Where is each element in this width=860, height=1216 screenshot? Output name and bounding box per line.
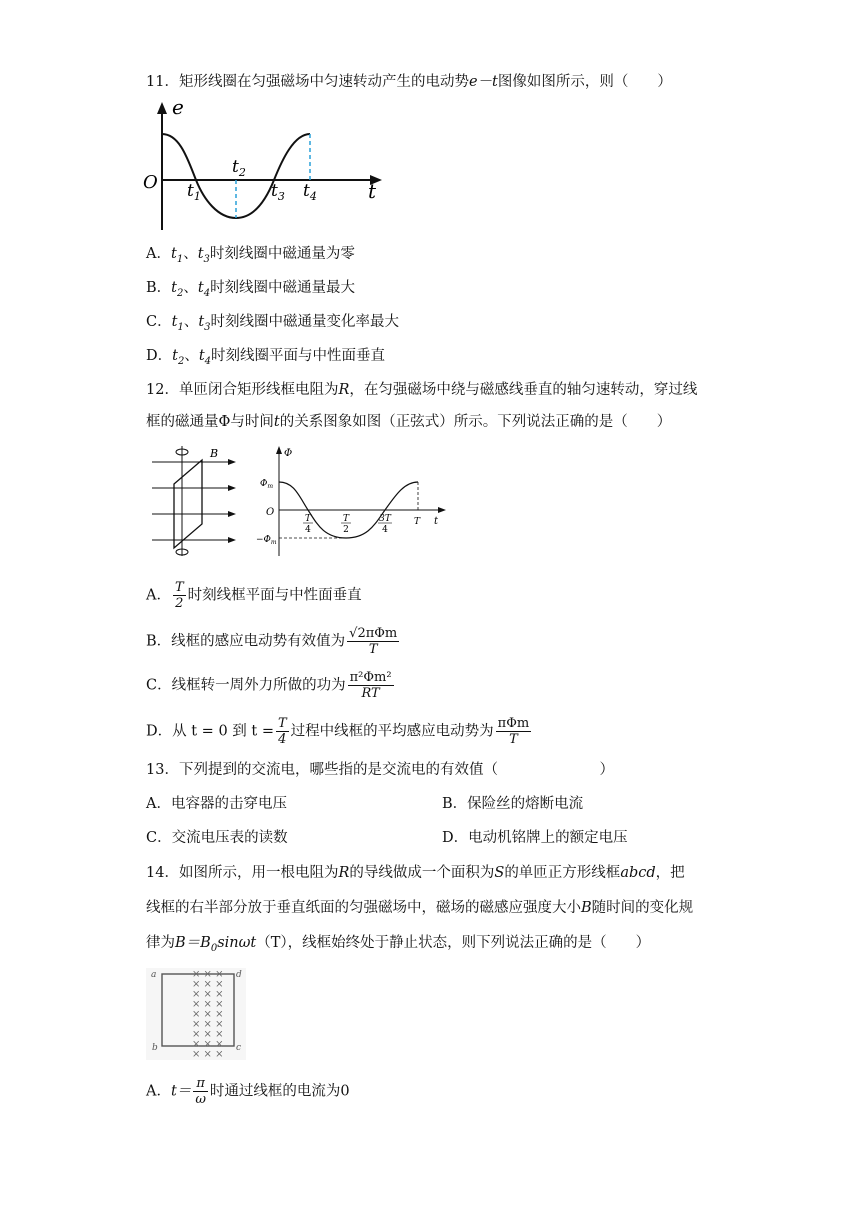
q13-option-c[interactable]: C．交流电压表的读数 xyxy=(146,830,288,846)
q12-tick-three-quarter xyxy=(378,514,392,535)
q12-origin-label: O xyxy=(266,507,275,518)
q14-corner-d: d xyxy=(236,970,242,980)
q12-axis-x-label: t xyxy=(434,516,439,527)
q14-field-crosses xyxy=(192,969,224,1060)
q11-axis-y-label: e xyxy=(172,100,184,119)
q13-stem: 13．下列提到的交流电，哪些指的是交流电的有效值（ ） xyxy=(146,762,614,778)
q12-phi-min-label: $-\Phi_m$ xyxy=(256,535,277,546)
q11-stem: 11．矩形线圈在匀强磁场中匀速转动产生的电动势e－t图像如图所示，则（ ） xyxy=(146,74,672,90)
svg-text:× × ×: × × × xyxy=(192,969,224,980)
q12-phi-max-label: $\Phi_m$ xyxy=(260,479,274,490)
q14-corner-c: c xyxy=(236,1043,242,1053)
q14-corner-b: b xyxy=(152,1043,158,1053)
svg-text:3T: 3T xyxy=(379,514,391,524)
q11-tick-t1: $t_1$ xyxy=(187,181,201,203)
q11-tick-t3: $t_3$ xyxy=(271,181,285,203)
svg-text:× × ×: × × × xyxy=(192,1029,224,1040)
q14-option-a[interactable]: A．t＝ $\frac{\pi}{\omega}$ 时通过线框的电流为0 xyxy=(146,1076,350,1107)
q13-option-a[interactable]: A．电容器的击穿电压 xyxy=(146,796,287,812)
q11-tick-t4: $t_4$ xyxy=(303,181,317,203)
q12-tick-quarter xyxy=(303,514,313,535)
q12-option-a[interactable]: A． $\frac{T}{2}$ 时刻线框平面与中性面垂直 xyxy=(146,580,362,611)
svg-text:4: 4 xyxy=(305,525,311,535)
svg-text:2: 2 xyxy=(343,525,349,535)
q13-option-b[interactable]: B．保险丝的熔断电流 xyxy=(442,796,584,812)
svg-text:× × ×: × × × xyxy=(192,1019,224,1030)
svg-text:T: T xyxy=(342,514,350,524)
svg-text:× × ×: × × × xyxy=(192,1009,224,1020)
q11-origin-label: O xyxy=(143,172,158,193)
q12-option-b[interactable]: B．线框的感应电动势有效值为 $\frac{\text{√2πΦm}}{T}$ xyxy=(146,626,398,657)
svg-text:× × ×: × × × xyxy=(192,1039,224,1050)
q11-axis-x-label: t xyxy=(368,179,377,203)
svg-text:T: T xyxy=(304,514,312,524)
svg-text:× × ×: × × × xyxy=(192,979,224,990)
q12-coil-diagram xyxy=(146,444,246,560)
svg-text:× × ×: × × × xyxy=(192,989,224,1000)
q13-option-d[interactable]: D．电动机铭牌上的额定电压 xyxy=(442,830,628,846)
q12-field-label: B xyxy=(210,447,219,460)
q11-option-b[interactable]: B．$t_2$、$t_4$时刻线圈中磁通量最大 xyxy=(146,280,356,299)
svg-text:× × ×: × × × xyxy=(192,1049,224,1060)
q12-option-d[interactable]: D．从 t = 0 到 t = $\frac{T}{4}$ 过程中线框的平均感应电动势为 $\frac{\text{πΦm}}{T}$ xyxy=(146,716,530,747)
q14-stem: 14．如图所示，用一根电阻为R的导线做成一个面积为S的单匝正方形线框abcd，把 线框的右半部分放于垂直纸面的匀强磁场中，磁场的磁感应强度大小B随时间的变化规 律为$B=B_0\sin\omega t(T)$，线框始终处于静止状态，则下列说法正确的是（ ） xyxy=(146,865,694,954)
q11-option-d[interactable]: D．$t_2$、$t_4$时刻线圈平面与中性面垂直 xyxy=(146,348,386,367)
q11-option-c[interactable]: C．$t_1$、$t_3$时刻线圈中磁通量变化率最大 xyxy=(146,314,400,333)
q14-corner-a: a xyxy=(151,970,157,980)
q12-flux-graph xyxy=(254,444,454,560)
svg-text:× × ×: × × × xyxy=(192,999,224,1010)
q12-tick-half xyxy=(341,514,351,535)
q12-axis-y-label: Φ xyxy=(284,448,293,459)
q14-coil-field-diagram xyxy=(146,968,246,1060)
q11-option-a[interactable]: A．$t_1$、$t_3$时刻线圈中磁通量为零 xyxy=(146,246,355,265)
q11-emf-graph xyxy=(140,100,390,235)
q12-tick-period: T xyxy=(414,517,421,527)
q11-tick-t2: $t_2$ xyxy=(232,157,246,179)
q12-option-c[interactable]: C．线框转一周外力所做的功为 $\frac{\text{π²Φm²}}{RT}$ xyxy=(146,670,392,701)
svg-text:4: 4 xyxy=(382,525,388,535)
q12-stem: 12．单匝闭合矩形线框电阻为R，在匀强磁场中绕与磁感线垂直的轴匀速转动，穿过线 框的磁通量Φ与时间t的关系图象如图（正弦式）所示。下列说法正确的是（ ） xyxy=(146,382,698,430)
